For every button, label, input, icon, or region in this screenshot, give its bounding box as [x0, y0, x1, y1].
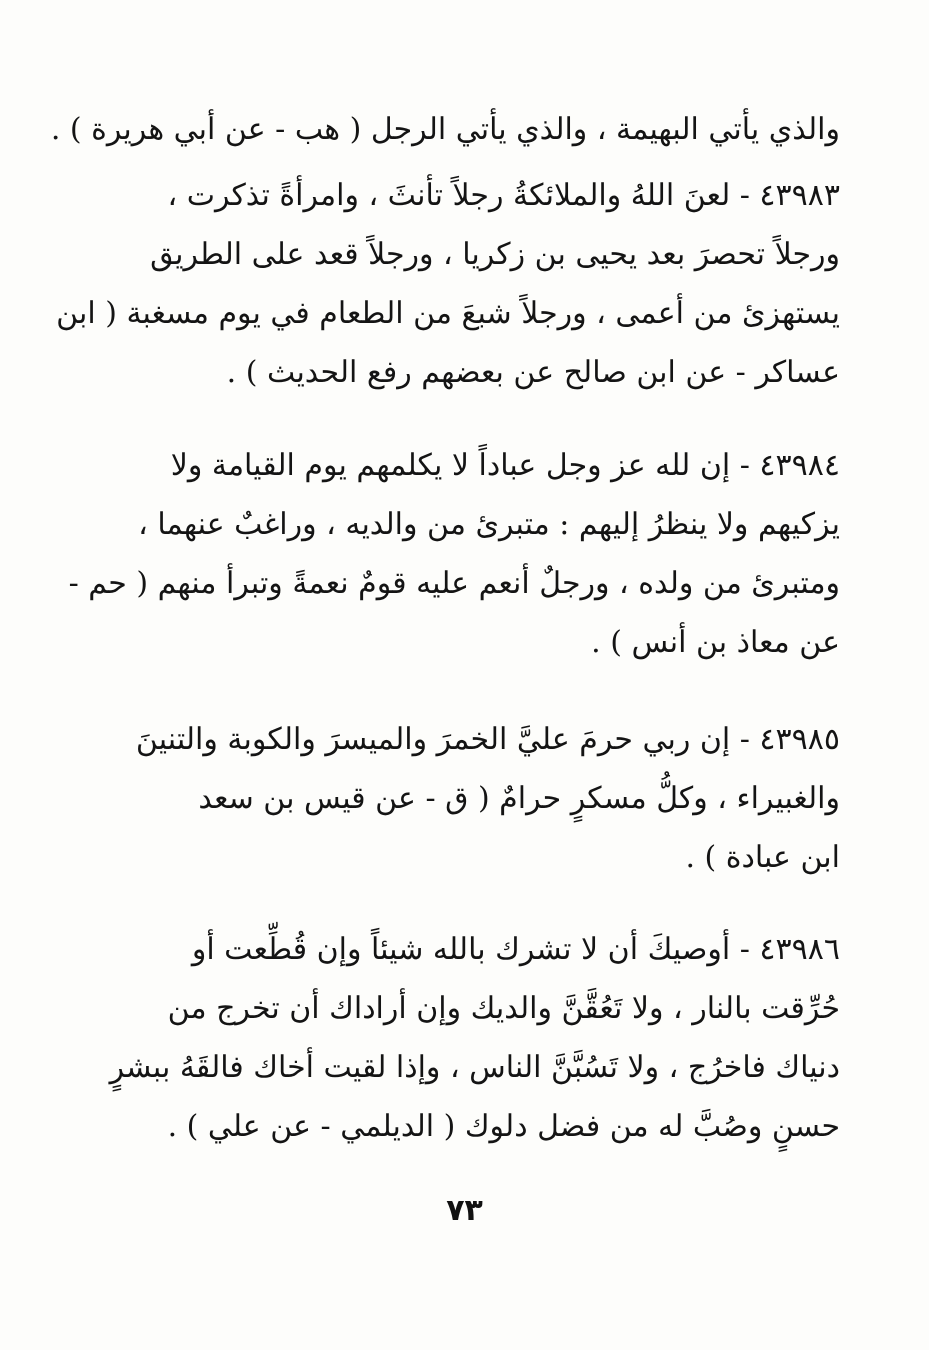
text-line: ٤٣٩٨٦ - أوصيكَ أن لا تشرك بالله شيئاً وإن قُطِّعت أو [191, 932, 840, 967]
hadith-43985 [130, 710, 840, 887]
text-line: ومتبرئ من ولده ، ورجلٌ أنعم عليه قومٌ نعمةً وتبرأ منهم ( حم - [68, 566, 840, 601]
hadith-43983 [56, 166, 840, 402]
text-line: يستهزئ من أعمى ، ورجلاً شبعَ من الطعام في يوم مسغبة ( ابن [56, 296, 840, 331]
text-line: عساكر - عن ابن صالح عن بعضهم رفع الحديث ) . [226, 355, 840, 390]
hadith-43984 [68, 436, 840, 672]
text-line: والغبيراء ، وكلُّ مسكرٍ حرامٌ ( ق - عن قيس بن سعد [198, 781, 840, 816]
text-line: والذي يأتي البهيمة ، والذي يأتي الرجل ( هب - عن أبي هريرة ) . [50, 112, 840, 147]
text-line: ٤٣٩٨٤ - إن لله عز وجل عباداً لا يكلمهم يوم القيامة ولا [170, 448, 840, 483]
text-line: يزكيهم ولا ينظرُ إليهم : متبرئ من والديه ، وراغبٌ عنهما ، [138, 507, 840, 542]
text-line: ٤٣٩٨٥ - إن ربي حرمَ عليَّ الخمرَ والميسرَ والكوبة والتنينَ [135, 722, 840, 757]
text-line: ورجلاً تحصرَ بعد يحيى بن زكريا ، ورجلاً قعد على الطريق [150, 237, 840, 272]
text-line: ابن عبادة ) . [685, 840, 840, 875]
hadith-43986 [109, 920, 840, 1156]
paragraph-continuation [50, 100, 840, 159]
text-line: ٤٣٩٨٣ - لعنَ اللهُ والملائكةُ رجلاً تأنثَ ، وامرأةً تذكرت ، [167, 178, 840, 213]
text-line: عن معاذ بن أنس ) . [591, 625, 840, 660]
text-line: حُرِّقت بالنار ، ولا تَعُقَّنَّ والديك وإن أراداك أن تخرج من [167, 991, 840, 1026]
text-line: دنياك فاخرُج ، ولا تَسُبَّنَّ الناس ، وإذا لقيت أخاك فالقَهُ ببشرٍ [109, 1050, 840, 1085]
text-line: حسنٍ وصُبَّ له من فضل دلوك ( الديلمي - عن علي ) . [167, 1109, 840, 1144]
page-number: ٧٣ [446, 1193, 483, 1228]
